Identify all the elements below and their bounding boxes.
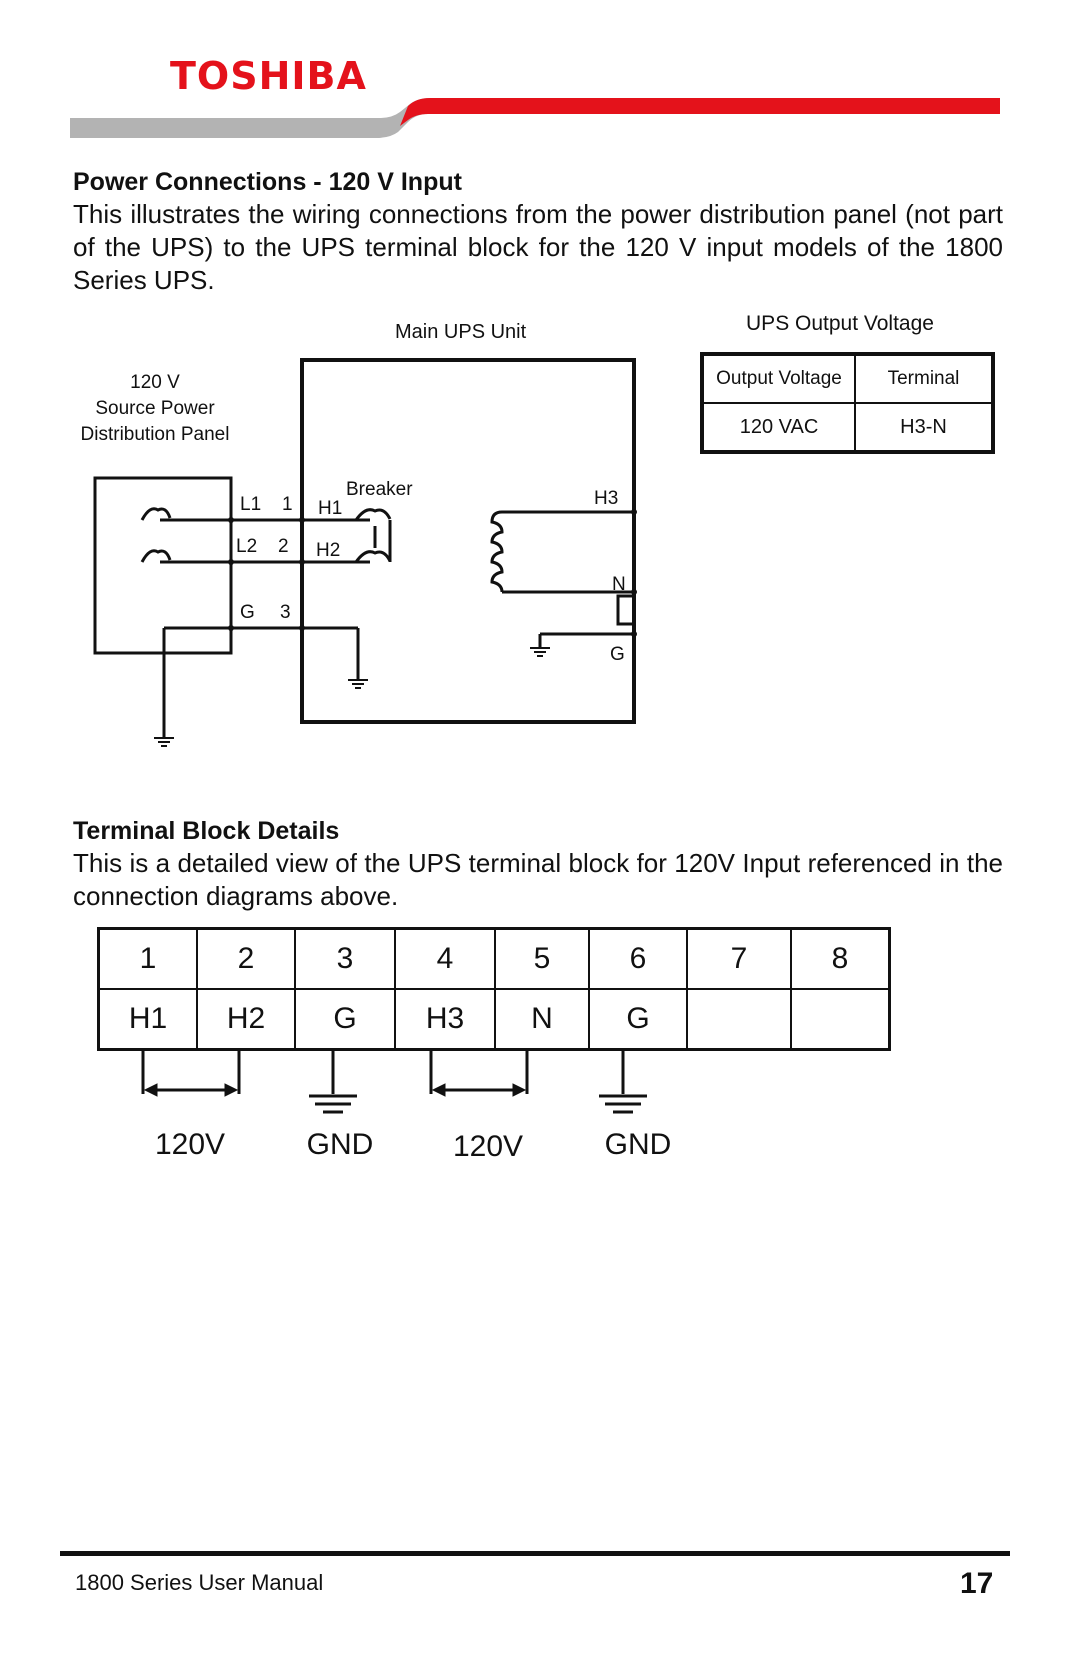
terminal-number-row [99, 929, 890, 990]
main-ups-unit-label: Main UPS Unit [395, 321, 527, 343]
group-label-gnd: GND [604, 1128, 672, 1161]
terminal-label-cell: H1 [99, 989, 198, 1050]
header-output-voltage: Output Voltage [702, 354, 855, 403]
toshiba-logo: TOSHIBA [170, 54, 367, 98]
footer-rule [60, 1551, 1010, 1556]
footer-title: 1800 Series User Manual [75, 1570, 324, 1595]
output-voltage-caption: UPS Output Voltage [746, 312, 934, 335]
breaker-label: Breaker [346, 479, 413, 500]
page-number: 17 [960, 1567, 994, 1600]
terminal-label-cell: G [589, 989, 687, 1050]
header-terminal: Terminal [855, 354, 993, 403]
cell-output-voltage: 120 VAC [702, 403, 855, 452]
output-voltage-row [702, 403, 993, 452]
terminal-label-cell: H2 [197, 989, 295, 1050]
terminal-number-cell: 5 [495, 929, 589, 990]
header-band [70, 98, 1000, 138]
terminal-number-cell: 6 [589, 929, 687, 990]
ups-output-h3: H3 [594, 488, 619, 509]
section-heading-terminal-block: Terminal Block Details [73, 817, 340, 845]
terminal-number-cell: 7 [687, 929, 791, 990]
terminal-label-cell: G [295, 989, 395, 1050]
group-label-120v: 120V [154, 1128, 226, 1161]
ups-output-g: G [610, 644, 625, 665]
ups-output-n: N [612, 574, 626, 595]
ups-input-h2: H2 [316, 540, 341, 561]
terminal-num-1: 1 [282, 494, 293, 515]
terminal-number-cell: 1 [99, 929, 198, 990]
terminal-line-g: G [240, 602, 255, 623]
terminal-number-cell: 8 [791, 929, 890, 990]
section-heading-power-connections: Power Connections - 120 V Input [73, 168, 462, 196]
terminal-label-cell [791, 989, 890, 1050]
group-label-gnd: GND [306, 1128, 374, 1161]
ups-input-h1: H1 [318, 498, 343, 519]
panel-label: 120 V Source Power Distribution Panel [80, 372, 230, 445]
terminal-label-row [99, 989, 890, 1050]
output-voltage-table [700, 352, 995, 454]
main-ups-box [302, 360, 634, 722]
terminal-number-cell: 2 [197, 929, 295, 990]
terminal-label-cell: N [495, 989, 589, 1050]
output-voltage-header-row [702, 354, 993, 403]
section-paragraph-power-connections: This illustrates the wiring connections from the power distribution panel (not part of the UPS) to the UPS terminal block for the 120 V input models of the 1800 Series UPS. [73, 199, 1003, 295]
terminal-num-2: 2 [278, 536, 289, 557]
terminal-number-cell: 4 [395, 929, 495, 990]
terminal-label-cell: H3 [395, 989, 495, 1050]
terminal-group-brackets [97, 1050, 697, 1120]
terminal-number-cell: 3 [295, 929, 395, 990]
terminal-num-3: 3 [280, 602, 291, 623]
terminal-label-cell [687, 989, 791, 1050]
cell-terminal: H3-N [855, 403, 993, 452]
terminal-block-table [97, 927, 891, 1051]
group-label-120v: 120V [452, 1130, 524, 1163]
terminal-line-l1: L1 [240, 494, 262, 515]
terminal-line-l2: L2 [236, 536, 258, 557]
section-paragraph-terminal-block: This is a detailed view of the UPS terminal block for 120V Input referenced in the connection diagrams above. [73, 848, 1003, 911]
